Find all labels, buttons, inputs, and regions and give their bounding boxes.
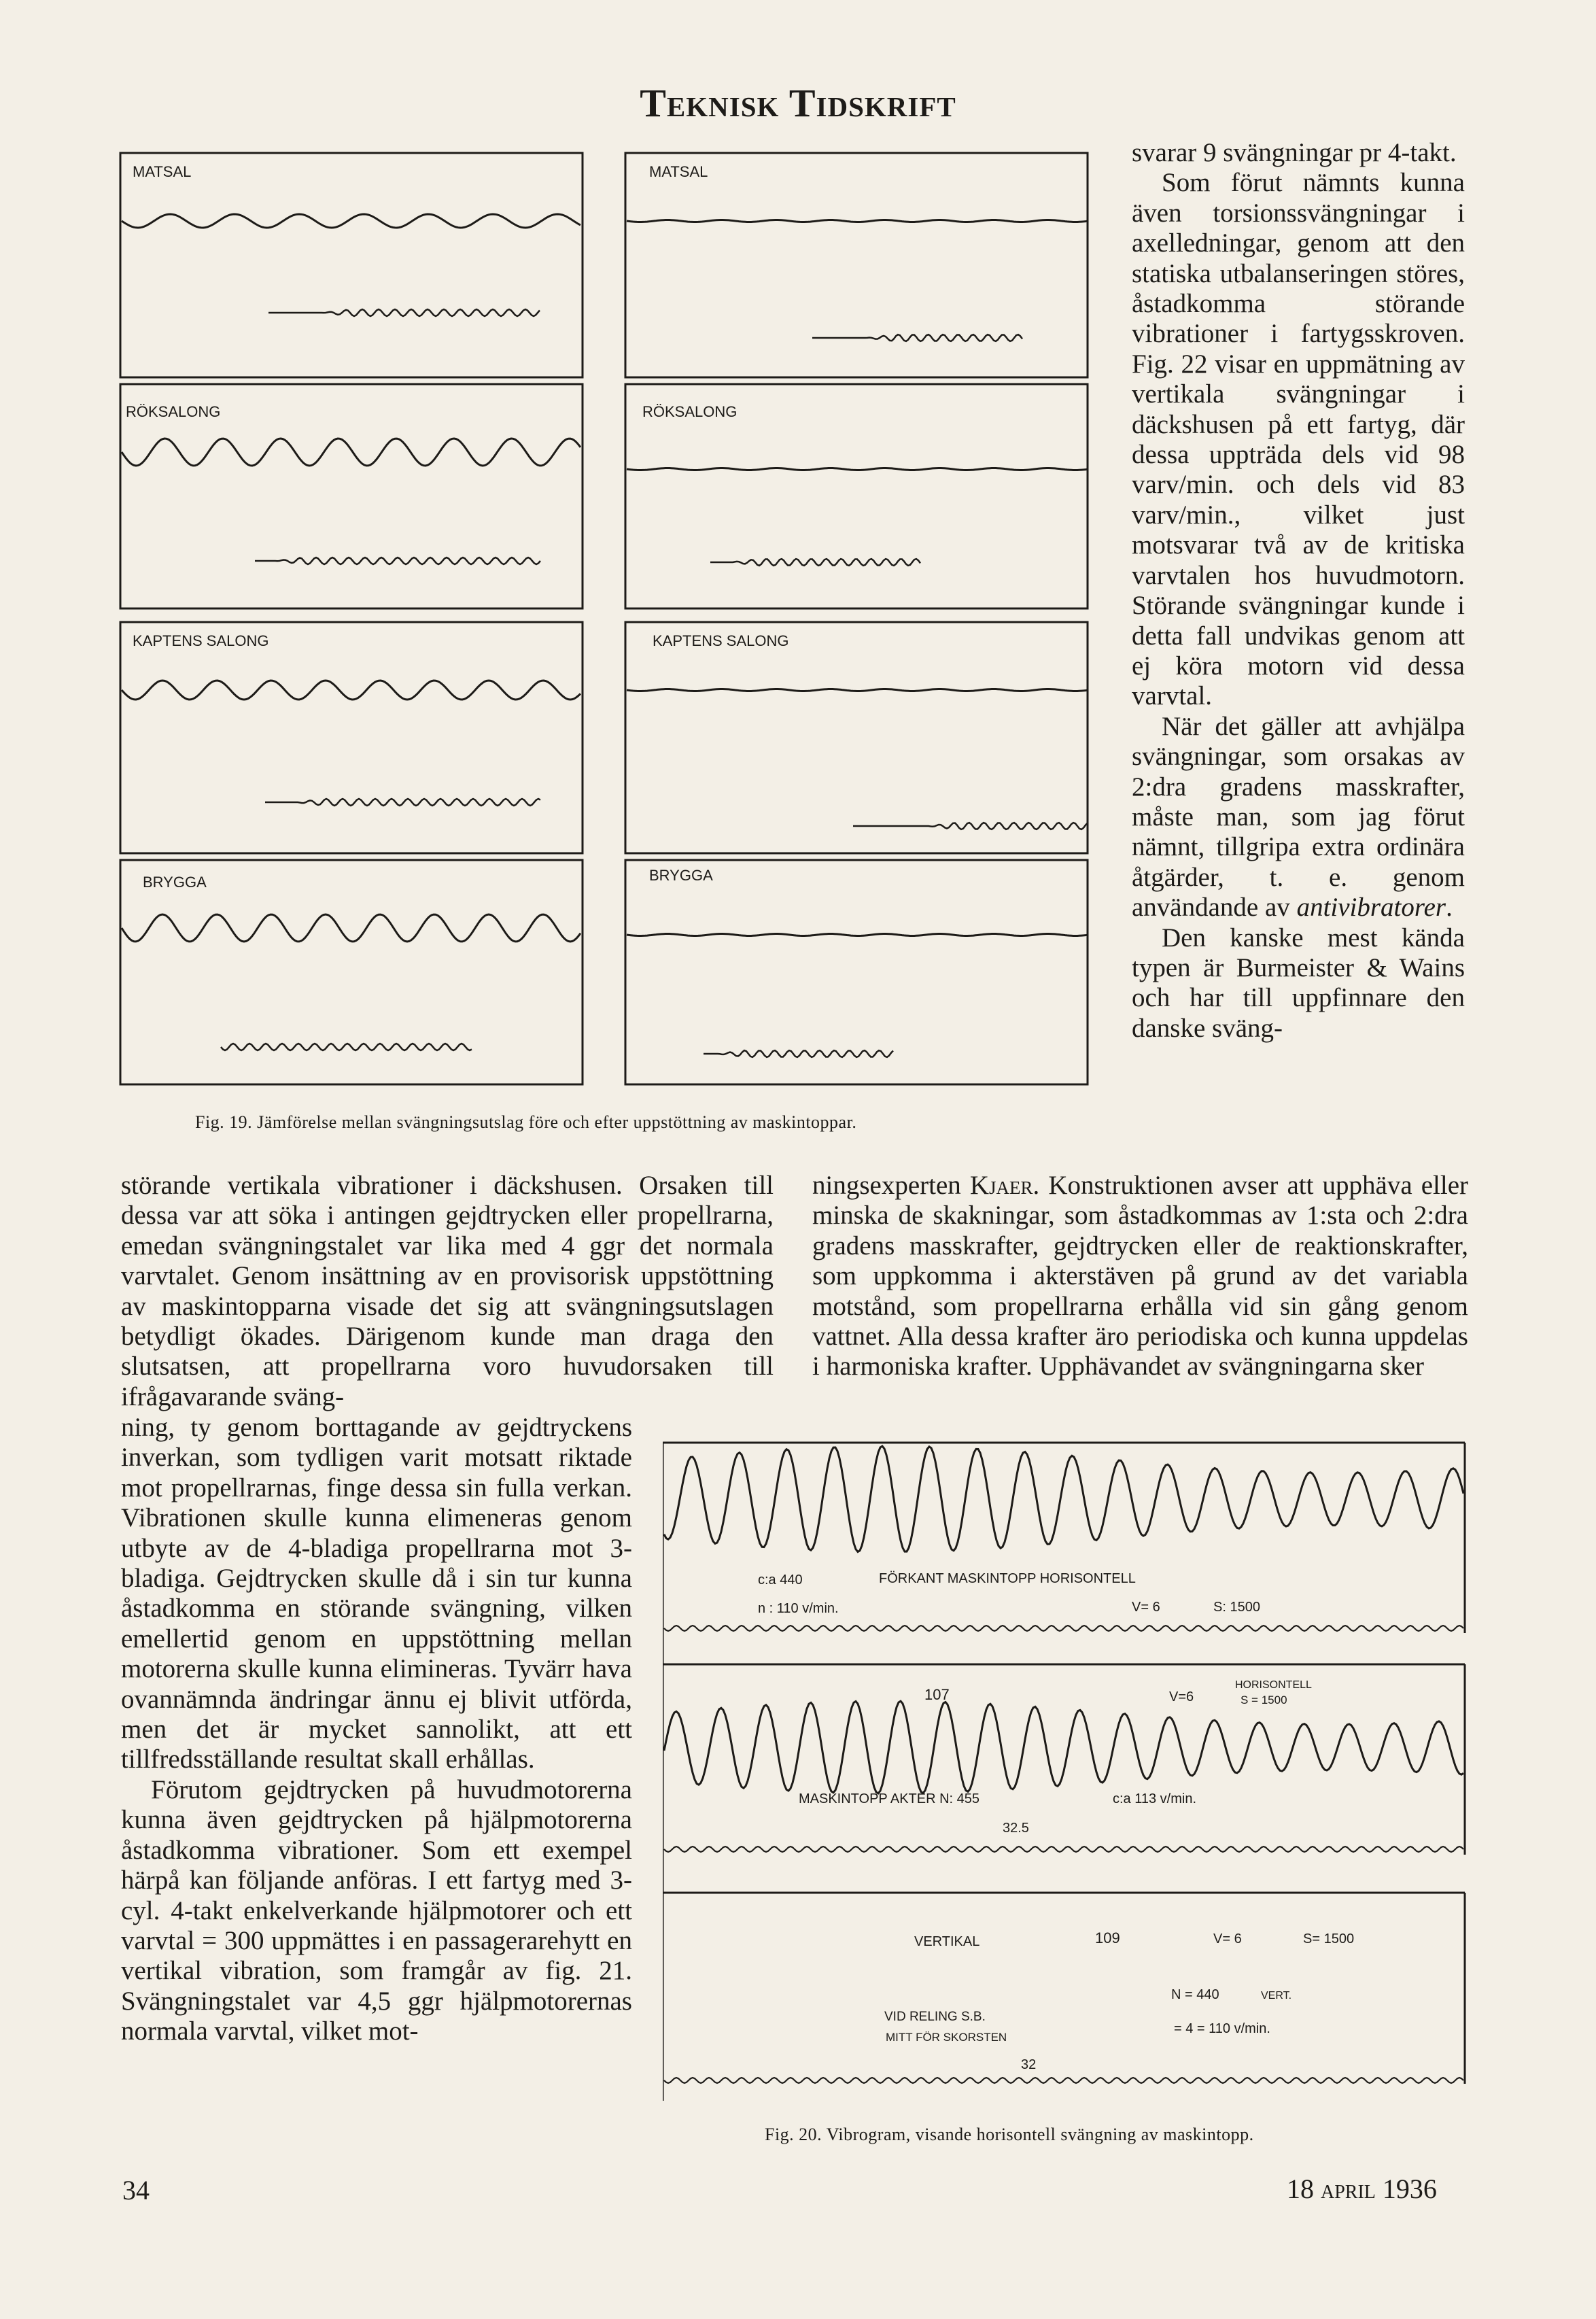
fig20-p3-label-vertikal: VERTIKAL	[914, 1934, 980, 1949]
fig19-left-trace-lower-3	[265, 799, 540, 806]
figure-19	[119, 146, 1094, 1091]
fig19-label-roksalong-left: RÖKSALONG	[126, 403, 221, 420]
issue-date	[1287, 2173, 1437, 2205]
fig19-left-panel-4	[120, 860, 583, 1084]
fig20-p1-label-v: V= 6	[1132, 1600, 1160, 1615]
kjaer-name: Kjaer	[969, 1171, 1033, 1200]
fig20-p1-label-n: n : 110 v/min.	[758, 1601, 839, 1616]
right-column-bottom	[812, 1171, 1468, 1382]
fig20-p2-label-325: 32.5	[1003, 1821, 1029, 1836]
fig20-p3-label-32: 32	[1021, 2057, 1037, 2072]
fig19-label-matsal-left: MATSAL	[133, 163, 192, 180]
fig20-p1-label-ca: c:a 440	[758, 1573, 803, 1587]
left-col-paragraph-1b: ning, ty genom borttagande av gejdtryckens inverkan, som tydligen varit motsatt riktade mot propellrarnas, finge dessa sin fulla verkan. Vibrationen skulle kunna elimeneras genom utbyte av de 4-bladiga propellrarna mot 3-bladiga. Gejdtrycken skulle då i sin tur kunna åstadkomma en störande svängning, vilken emellertid genom en uppstöttning mellan motorerna skulle kunna elimineras. Tyvärr hava ovannämnda ändringar ännu ej blivit utförda, men det är mycket sannolikt, att ett tillfredsställande resultat skall erhållas.	[121, 1413, 632, 1774]
fig19-right-trace-lower-3	[853, 823, 1088, 829]
fig20-p3-label-s: S= 1500	[1303, 1931, 1355, 1946]
right-col-paragraph-5	[812, 1171, 1468, 1382]
fig20-p3-label-n: N = 440	[1171, 1987, 1219, 2002]
fig19-left-trace-lower-4	[221, 1044, 472, 1050]
fig19-right-panel-3	[625, 622, 1088, 853]
fig19-label-matsal-right: MATSAL	[649, 163, 708, 180]
fig19-label-kaptens-left: KAPTENS SALONG	[133, 632, 269, 649]
fig20-p3-label-skorsten: MITT FÖR SKORSTEN	[886, 2031, 1007, 2044]
fig20-p1-label-s: S: 1500	[1213, 1600, 1260, 1615]
fig20-p2-label-maskintopp: MASKINTOPP AKTER N: 455	[799, 1791, 980, 1806]
right-col-p3-end: .	[1446, 893, 1453, 923]
fig19-left-trace-lower-2	[255, 557, 540, 564]
left-column-lower	[121, 1413, 632, 2047]
right-col-p5-text: . Konstruktionen avser att upphäva eller minska de skakningar, som åstadkommas av 1:sta och 2:dra gradens masskrafter, gejdtrycken eller de reaktionskrafter, som uppkomma i akterstäven på grund av det variabla motstånd, som propellrarna erhålla vid sin gång genom vattnet. Alla dessa krafter äro periodiska och kunna uppdelas i harmoniska krafter. Upphävandet av svängningarna sker	[812, 1171, 1469, 1381]
fig19-left-trace-upper-4	[122, 914, 580, 942]
fig19-right-trace-lower-2	[710, 559, 920, 566]
fig19-label-roksalong-right: RÖKSALONG	[642, 403, 738, 420]
fig19-right-panels	[625, 153, 1088, 1084]
fig20-panel2-timing	[664, 1846, 1463, 1852]
journal-title: Teknisk Tidskrift	[640, 81, 956, 125]
issue-date-month: april	[1321, 2174, 1376, 2204]
right-col-paragraph-2: Som förut nämnts kunna även torsionssvängningar i axelledningar, genom att den statiska utbalanseringen störes, åstadkomma störande vibrationer i fartygsskroven. Fig. 22 visar en uppmätning av vertikala svängningar i däckshusen på ett fartyg, där dessa uppträda dels vid 98 varv/min. och dels vid 83 varv/min., vilket just motsvarar två av de kritiska varvtalen hos huvudmotorn. Störande svängningar kunde i detta fall undvikas genom att ej köra motorn vid dessa varvtal.	[1132, 168, 1465, 711]
fig19-right-trace-upper-2	[627, 468, 1088, 470]
fig20-p3-label-vert: VERT.	[1261, 1990, 1292, 2002]
fig20-traces	[664, 1446, 1463, 2083]
fig20-caption: Fig. 20. Vibrogram, visande horisontell svängning av maskintopp.	[765, 2125, 1254, 2144]
fig20-panel1-trace	[664, 1446, 1463, 1551]
fig19-right-trace-upper-3	[627, 689, 1088, 691]
page-number: 34	[122, 2175, 150, 2205]
fig19-right-trace-lower-4	[704, 1050, 893, 1057]
fig20-p3-label-freq: = 4 = 110 v/min.	[1174, 2021, 1270, 2036]
fig19-right-trace-upper-1	[627, 220, 1088, 222]
antivibratorer-term: antivibratorer	[1296, 893, 1446, 923]
left-col-paragraph-1a: störande vertikala vibrationer i däckshusen. Orsaken till dessa var att söka i antingen gejdtrycken eller propellrarna, emedan svängningstalet var lika med 4 ggr det normala varvtalet. Genom insättning av en provisorisk uppstöttning av maskintopparna visade det sig att svängningsutslagen betydligt ökades. Därigenom kunde man draga den slutsatsen, att propellrarna voro huvudorsaken till ifrågavarande sväng-	[121, 1171, 774, 1411]
fig19-left-panels	[120, 153, 583, 1084]
fig20-p1-label-title: FÖRKANT MASKINTOPP HORISONTELL	[879, 1571, 1136, 1586]
fig20-p2-label-v: V=6	[1169, 1689, 1194, 1704]
fig20-p3-label-109: 109	[1095, 1929, 1120, 1946]
issue-date-year: 1936	[1382, 2174, 1437, 2204]
fig19-label-kaptens-right: KAPTENS SALONG	[653, 632, 789, 649]
fig20-panel1-timing	[664, 1626, 1463, 1631]
fig19-label-brygga-left: BRYGGA	[143, 874, 207, 891]
fig19-left-trace-upper-2	[122, 439, 580, 466]
fig19-left-panel-3	[120, 622, 583, 853]
right-col-p5-start: ningsexperten	[812, 1171, 970, 1200]
right-col-paragraph-1: svarar 9 svängningar pr 4-takt.	[1132, 138, 1457, 167]
right-col-paragraph-4: Den kanske mest kända typen är Burmeister & Wains och har till uppfinnare den danske sväng-	[1132, 923, 1465, 1043]
fig20-p2-label-ca: c:a 113 v/min.	[1113, 1791, 1197, 1806]
issue-date-day: 18	[1287, 2174, 1314, 2204]
fig20-panel2-trace	[664, 1701, 1463, 1793]
fig19-right-panel-4	[625, 860, 1088, 1084]
left-col-paragraph-2: Förutom gejdtrycken på huvudmotorerna kunna även gejdtrycken på hjälpmotorerna åstadkomma vibrationer. Som ett exempel härpå kan följande anföras. I ett fartyg med 3-cyl. 4-takt enkelverkande hjälpmotorer och ett varvtal = 300 uppmättes i en passagerarehytt en vertikal vibration, som framgår av fig. 21. Svängningstalet var 4,5 ggr hjälpmotorernas normala varvtal, vilket mot-	[121, 1774, 632, 2046]
fig20-p2-label-s: S = 1500	[1241, 1694, 1287, 1706]
figure-20	[663, 1435, 1475, 2114]
fig19-caption: Fig. 19. Jämförelse mellan svängningsutslag före och efter uppstöttning av maskintoppar.	[195, 1112, 857, 1132]
fig19-left-trace-upper-3	[122, 681, 580, 700]
fig20-p2-label-horisontell: HORISONTELL	[1235, 1679, 1312, 1691]
fig19-left-trace-lower-1	[268, 309, 540, 316]
left-column-upper	[121, 1171, 774, 1412]
right-col-paragraph-3	[1132, 712, 1465, 923]
fig19-left-trace-upper-1	[122, 214, 580, 228]
fig19-label-brygga-right: BRYGGA	[649, 867, 713, 884]
fig20-p3-label-v: V= 6	[1213, 1931, 1242, 1946]
fig19-right-trace-lower-1	[812, 334, 1022, 341]
fig20-panel3-timing	[664, 2078, 1463, 2083]
right-col-p3-text: När det gäller att avhjälpa svängningar, som orsakas av 2:dra gradens masskrafter, måste man, som jag förut nämnt, tillgripa extra ordinära åtgärder, t. e. genom användande av	[1132, 711, 1465, 923]
fig19-right-trace-upper-4	[627, 934, 1088, 936]
fig19-right-panel-1	[625, 153, 1088, 377]
fig20-p3-label-reling: VID RELING S.B.	[884, 2010, 986, 2024]
fig20-p2-label-107: 107	[924, 1686, 950, 1703]
right-column-top	[1132, 138, 1465, 1044]
fig19-left-panel-1	[120, 153, 583, 377]
